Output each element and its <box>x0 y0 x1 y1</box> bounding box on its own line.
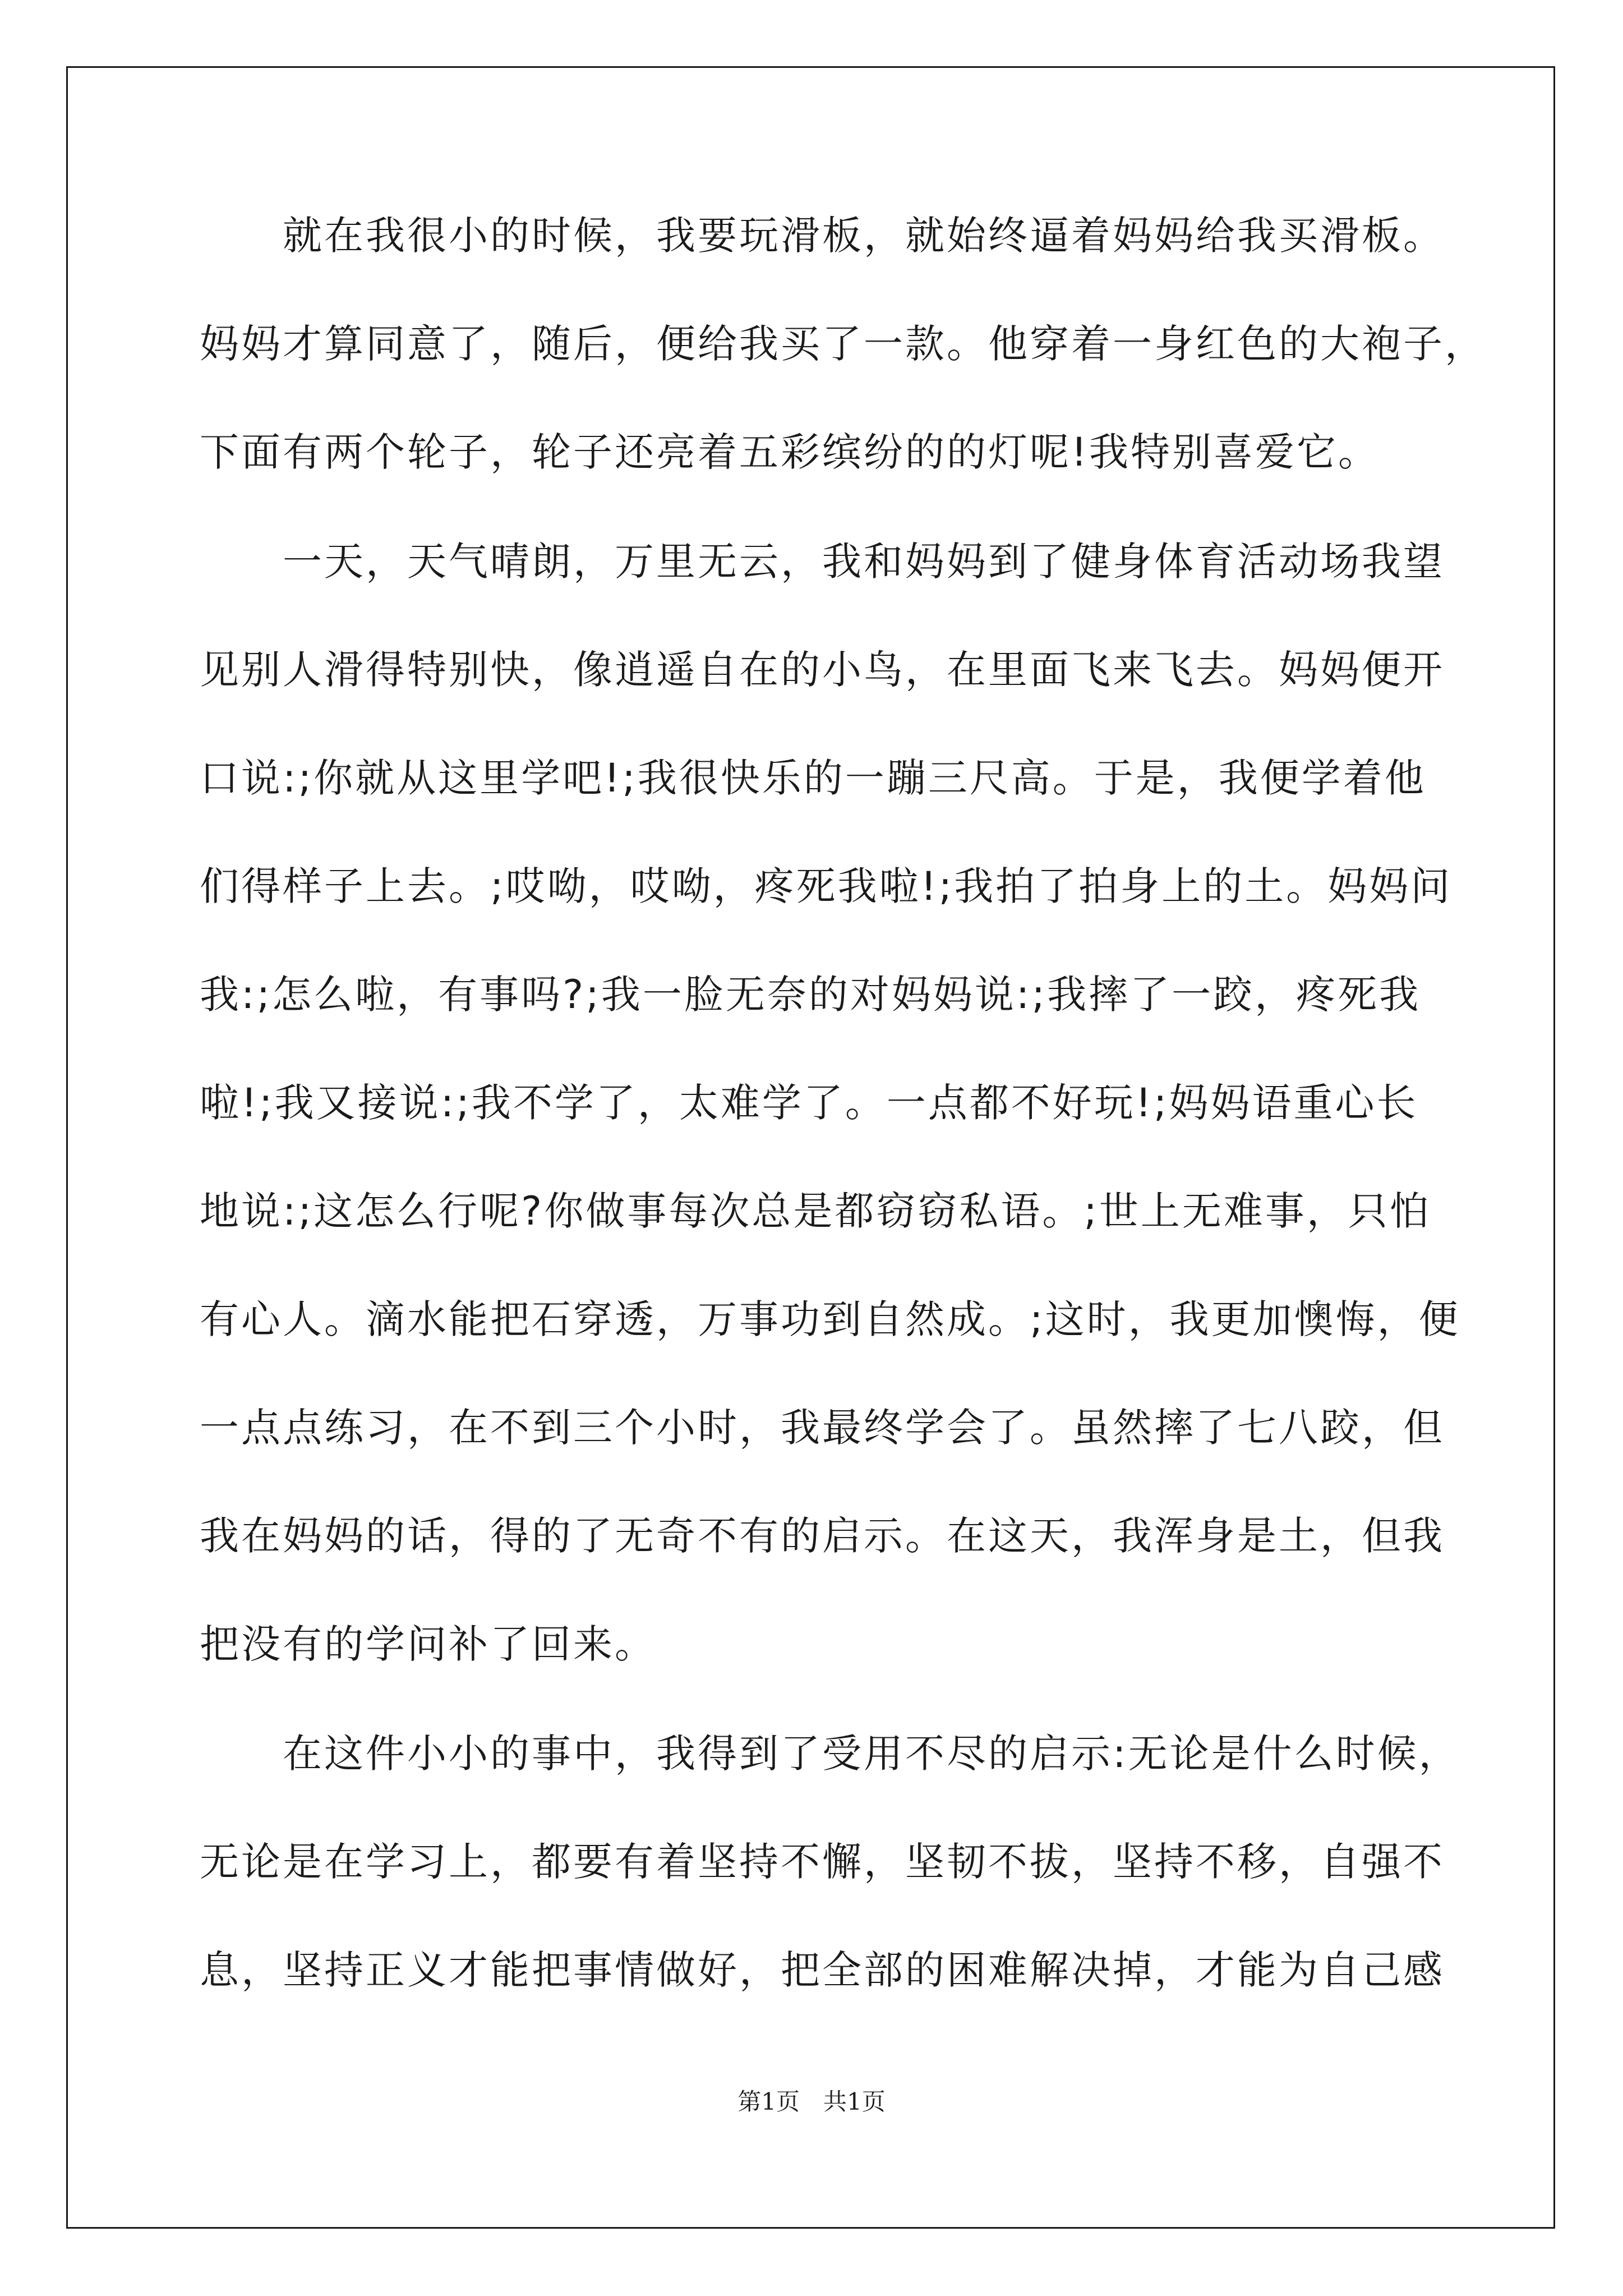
text-line-1: 就在我很小的时候，我要玩滑板，就始终逼着妈妈给我买滑板。 <box>200 213 1445 259</box>
text-line-12: 一点点练习，在不到三个小时，我最终学会了。虽然摔了七八跤，但 <box>200 1405 1445 1451</box>
page-number-footer: 第1页 共1页 <box>737 2088 886 2115</box>
text-line-10: 地说:;这怎么行呢?你做事每次总是都窃窃私语。;世上无难事，只怕 <box>200 1188 1431 1234</box>
page-border <box>66 66 1555 2229</box>
text-line-15: 在这件小小的事中，我得到了受用不尽的启示:无论是什么时候， <box>200 1731 1460 1777</box>
text-line-5: 见别人滑得特别快，像逍遥自在的小鸟，在里面飞来飞去。妈妈便开 <box>200 647 1445 693</box>
text-line-6: 口说:;你就从这里学吧!;我很快乐的一蹦三尺高。于是，我便学着他 <box>200 755 1426 801</box>
text-line-11: 有心人。滴水能把石穿透，万事功到自然成。;这时，我更加懊悔，便 <box>200 1296 1460 1342</box>
text-line-2: 妈妈才算同意了，随后，便给我买了一款。他穿着一身红色的大袍子， <box>200 321 1486 367</box>
text-line-7: 们得样子上去。;哎呦，哎呦，疼死我啦!;我拍了拍身上的土。妈妈问 <box>200 863 1453 909</box>
text-line-3: 下面有两个轮子，轮子还亮着五彩缤纷的的灯呢!我特别喜爱它。 <box>200 429 1380 475</box>
text-line-17: 息，坚持正义才能把事情做好，把全部的困难解决掉，才能为自己感 <box>200 1947 1445 1993</box>
text-line-14: 把没有的学问补了回来。 <box>200 1621 656 1667</box>
text-line-8: 我:;怎么啦，有事吗?;我一脸无奈的对妈妈说:;我摔了一跤，疼死我 <box>200 972 1421 1018</box>
text-line-4: 一天，天气晴朗，万里无云，我和妈妈到了健身体育活动场我望 <box>200 539 1445 585</box>
text-line-16: 无论是在学习上，都要有着坚持不懈，坚韧不拔，坚持不移，自强不 <box>200 1839 1445 1885</box>
text-line-9: 啦!;我又接说:;我不学了，太难学了。一点都不好玩!;妈妈语重心长 <box>200 1080 1418 1126</box>
text-line-13: 我在妈妈的话，得的了无奇不有的启示。在这天，我浑身是土，但我 <box>200 1513 1445 1559</box>
